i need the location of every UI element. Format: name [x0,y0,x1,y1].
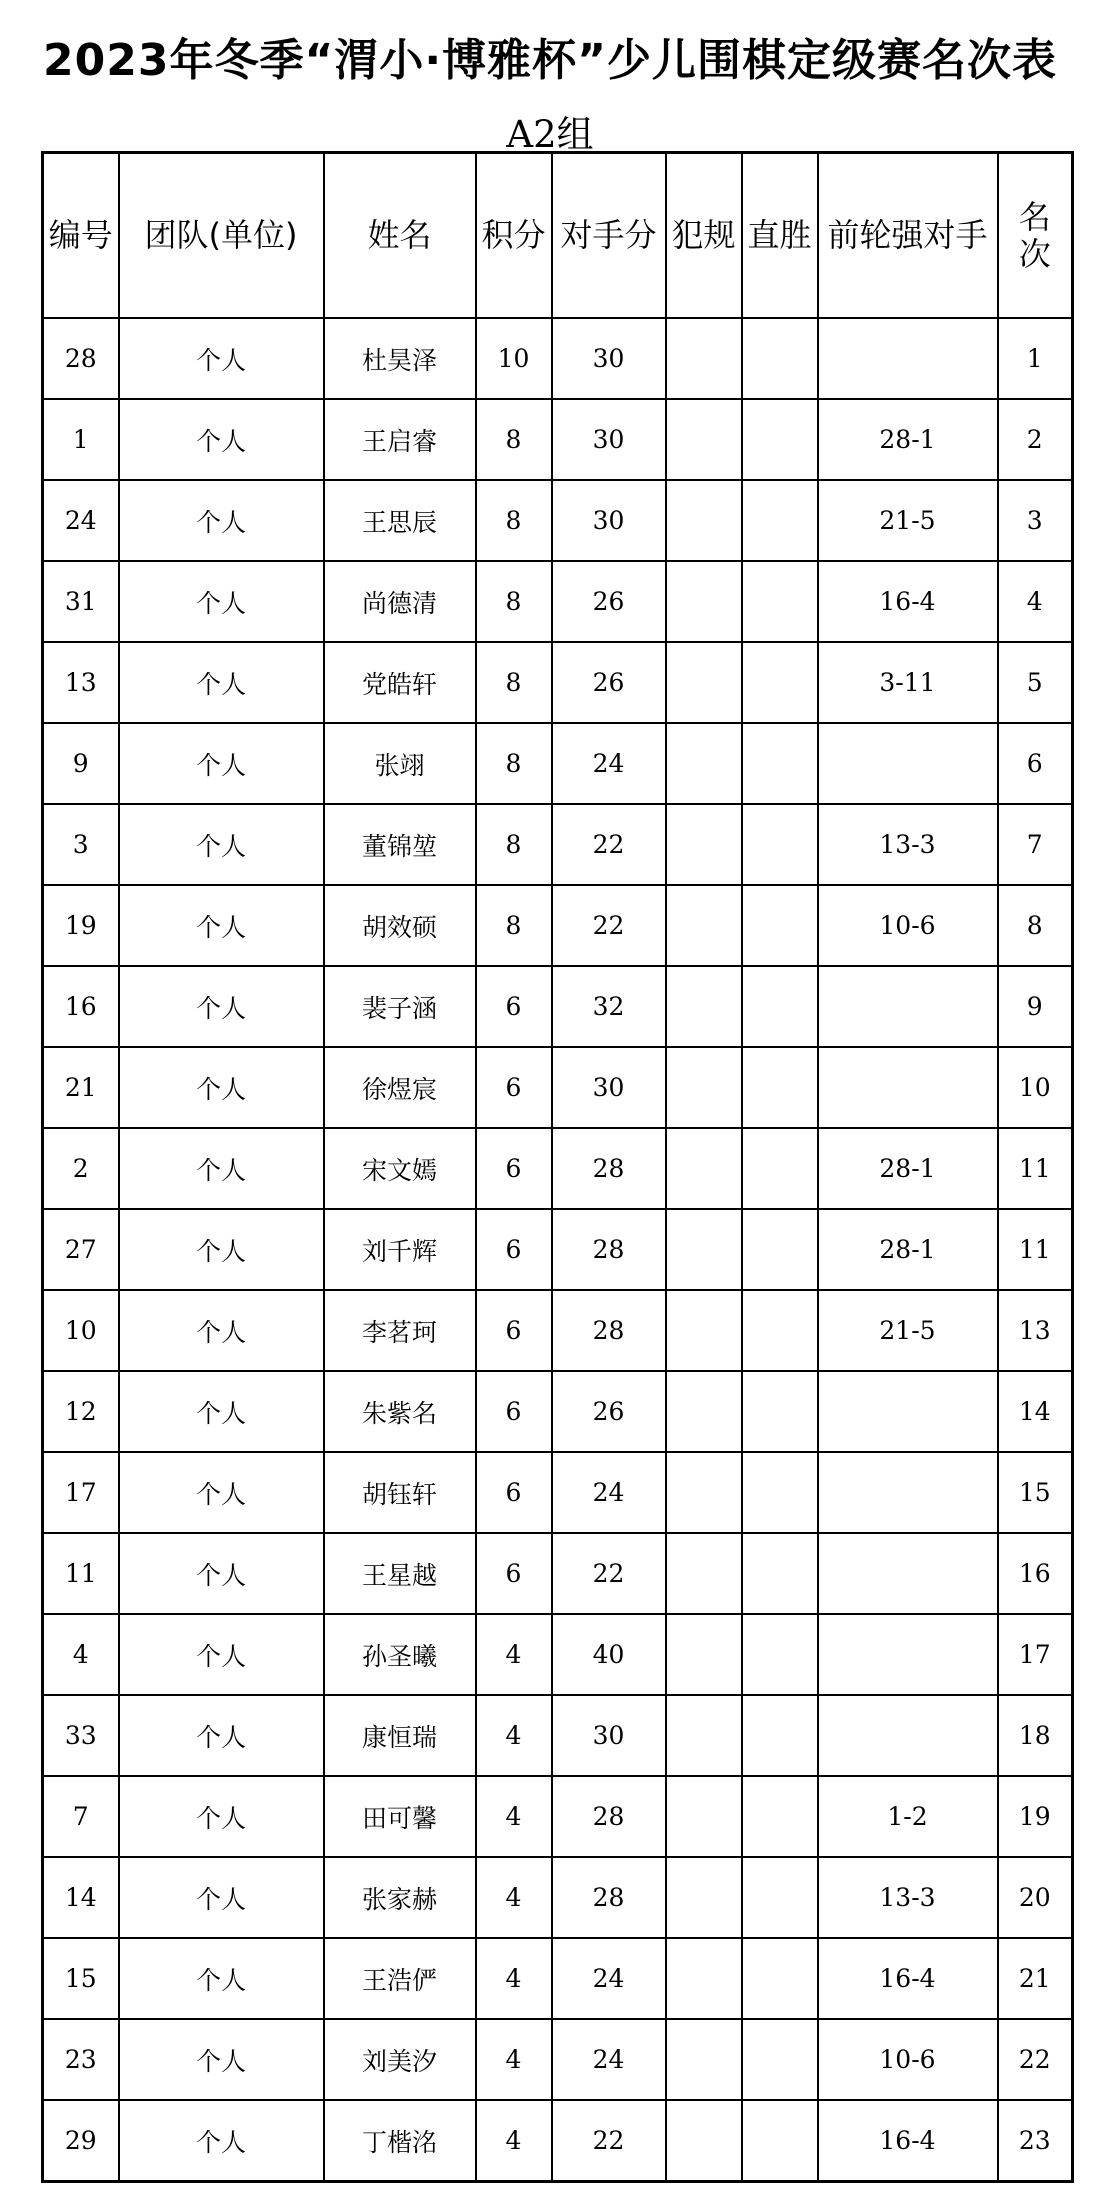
cell-name: 田可馨 [324,1776,476,1857]
cell-id: 10 [43,1290,119,1371]
cell-id: 11 [43,1533,119,1614]
cell-id: 19 [43,885,119,966]
cell-direct-win [742,1371,818,1452]
cell-rank: 11 [998,1128,1073,1209]
cell-rank: 21 [998,1938,1073,2019]
header-opponent-score: 对手分 [552,153,666,319]
cell-name: 董锦堃 [324,804,476,885]
cell-direct-win [742,1047,818,1128]
cell-id: 21 [43,1047,119,1128]
table-row [43,2019,1073,2100]
cell-opponent-score: 30 [552,399,666,480]
cell-id: 14 [43,1857,119,1938]
cell-team: 个人 [119,2100,324,2182]
cell-id: 3 [43,804,119,885]
cell-prev-strong-opponent: 21-5 [818,480,998,561]
table-row [43,642,1073,723]
cell-name: 徐煜宸 [324,1047,476,1128]
cell-prev-strong-opponent: 16-4 [818,561,998,642]
cell-rank: 9 [998,966,1073,1047]
cell-name: 胡效硕 [324,885,476,966]
cell-direct-win [742,480,818,561]
cell-team: 个人 [119,2019,324,2100]
cell-prev-strong-opponent [818,1614,998,1695]
table-row [43,1695,1073,1776]
cell-prev-strong-opponent: 13-3 [818,1857,998,1938]
cell-foul [666,1290,742,1371]
cell-team: 个人 [119,1452,324,1533]
cell-opponent-score: 26 [552,1371,666,1452]
cell-rank: 15 [998,1452,1073,1533]
cell-opponent-score: 30 [552,480,666,561]
cell-prev-strong-opponent: 1-2 [818,1776,998,1857]
cell-rank: 22 [998,2019,1073,2100]
cell-name: 朱紫名 [324,1371,476,1452]
cell-prev-strong-opponent: 10-6 [818,2019,998,2100]
cell-direct-win [742,1290,818,1371]
cell-team: 个人 [119,723,324,804]
cell-team: 个人 [119,966,324,1047]
cell-direct-win [742,885,818,966]
page-title: 2023年冬季“渭小·博雅杯”少儿围棋定级赛名次表 [42,35,1057,86]
cell-opponent-score: 28 [552,1209,666,1290]
cell-opponent-score: 22 [552,1533,666,1614]
cell-points: 4 [476,1857,552,1938]
table-row [43,1938,1073,2019]
cell-points: 4 [476,1776,552,1857]
cell-id: 7 [43,1776,119,1857]
cell-prev-strong-opponent [818,1695,998,1776]
table-row [43,804,1073,885]
cell-direct-win [742,1857,818,1938]
table-row [43,1857,1073,1938]
cell-prev-strong-opponent [818,966,998,1047]
cell-team: 个人 [119,1533,324,1614]
cell-prev-strong-opponent: 28-1 [818,399,998,480]
cell-prev-strong-opponent: 13-3 [818,804,998,885]
cell-points: 6 [476,1533,552,1614]
cell-rank: 5 [998,642,1073,723]
cell-foul [666,1938,742,2019]
cell-id: 31 [43,561,119,642]
table-row [43,885,1073,966]
cell-direct-win [742,1533,818,1614]
table-row [43,2100,1073,2182]
cell-points: 6 [476,1209,552,1290]
table-row [43,1209,1073,1290]
header-team: 团队(单位) [119,153,324,319]
cell-name: 李茗珂 [324,1290,476,1371]
cell-foul [666,885,742,966]
cell-rank: 4 [998,561,1073,642]
cell-id: 17 [43,1452,119,1533]
table-row [43,1776,1073,1857]
cell-rank: 17 [998,1614,1073,1695]
cell-team: 个人 [119,1371,324,1452]
cell-points: 6 [476,1452,552,1533]
cell-id: 33 [43,1695,119,1776]
cell-team: 个人 [119,399,324,480]
header-direct-win: 直胜 [742,153,818,319]
cell-foul [666,2019,742,2100]
cell-points: 8 [476,399,552,480]
cell-team: 个人 [119,1938,324,2019]
cell-team: 个人 [119,1128,324,1209]
cell-name: 王启睿 [324,399,476,480]
table-row [43,1452,1073,1533]
header-prev-strong-opponent: 前轮强对手 [818,153,998,319]
cell-name: 刘美汐 [324,2019,476,2100]
cell-team: 个人 [119,1776,324,1857]
cell-rank: 23 [998,2100,1073,2182]
cell-prev-strong-opponent: 16-4 [818,1938,998,2019]
cell-opponent-score: 24 [552,723,666,804]
group-label: A2组 [506,113,594,156]
cell-rank: 6 [998,723,1073,804]
cell-id: 24 [43,480,119,561]
cell-direct-win [742,1938,818,2019]
cell-team: 个人 [119,1209,324,1290]
cell-direct-win [742,966,818,1047]
cell-prev-strong-opponent [818,1452,998,1533]
cell-direct-win [742,318,818,399]
header-rank [998,153,1073,319]
cell-foul [666,1128,742,1209]
cell-id: 4 [43,1614,119,1695]
cell-foul [666,723,742,804]
cell-name: 孙圣曦 [324,1614,476,1695]
cell-rank: 8 [998,885,1073,966]
cell-prev-strong-opponent: 10-6 [818,885,998,966]
cell-name: 党皓轩 [324,642,476,723]
cell-name: 康恒瑞 [324,1695,476,1776]
cell-prev-strong-opponent [818,1047,998,1128]
cell-direct-win [742,1209,818,1290]
cell-team: 个人 [119,1857,324,1938]
cell-id: 2 [43,1128,119,1209]
cell-id: 9 [43,723,119,804]
cell-foul [666,2100,742,2182]
cell-points: 4 [476,2100,552,2182]
ranking-table [41,151,1074,2183]
cell-id: 13 [43,642,119,723]
cell-name: 胡钰轩 [324,1452,476,1533]
cell-points: 6 [476,966,552,1047]
cell-id: 16 [43,966,119,1047]
cell-prev-strong-opponent: 3-11 [818,642,998,723]
cell-rank: 11 [998,1209,1073,1290]
cell-prev-strong-opponent [818,723,998,804]
cell-points: 4 [476,1614,552,1695]
cell-rank: 14 [998,1371,1073,1452]
cell-rank: 7 [998,804,1073,885]
cell-prev-strong-opponent: 16-4 [818,2100,998,2182]
cell-opponent-score: 30 [552,318,666,399]
cell-points: 6 [476,1371,552,1452]
cell-direct-win [742,1128,818,1209]
cell-direct-win [742,723,818,804]
cell-name: 王思辰 [324,480,476,561]
cell-foul [666,318,742,399]
cell-opponent-score: 26 [552,642,666,723]
cell-opponent-score: 26 [552,561,666,642]
cell-points: 6 [476,1128,552,1209]
cell-team: 个人 [119,804,324,885]
cell-rank: 20 [998,1857,1073,1938]
cell-rank: 1 [998,318,1073,399]
cell-foul [666,1533,742,1614]
cell-name: 宋文嫣 [324,1128,476,1209]
cell-foul [666,399,742,480]
cell-points: 8 [476,885,552,966]
cell-points: 8 [476,804,552,885]
cell-foul [666,1209,742,1290]
cell-foul [666,1452,742,1533]
cell-opponent-score: 24 [552,1938,666,2019]
header-rank-bottom: 次 [1018,234,1051,273]
cell-name: 杜昊泽 [324,318,476,399]
cell-team: 个人 [119,480,324,561]
header-id: 编号 [43,153,119,319]
cell-rank: 13 [998,1290,1073,1371]
cell-foul [666,642,742,723]
cell-team: 个人 [119,1614,324,1695]
cell-direct-win [742,642,818,723]
cell-points: 8 [476,480,552,561]
header-name: 姓名 [324,153,476,319]
cell-name: 丁楷洺 [324,2100,476,2182]
cell-prev-strong-opponent [818,318,998,399]
cell-foul [666,1857,742,1938]
cell-rank: 16 [998,1533,1073,1614]
cell-team: 个人 [119,885,324,966]
cell-id: 28 [43,318,119,399]
cell-team: 个人 [119,1695,324,1776]
cell-direct-win [742,1614,818,1695]
cell-opponent-score: 22 [552,2100,666,2182]
cell-points: 8 [476,723,552,804]
cell-points: 4 [476,1695,552,1776]
cell-id: 15 [43,1938,119,2019]
table-row [43,966,1073,1047]
table-row [43,1047,1073,1128]
cell-foul [666,1776,742,1857]
cell-points: 10 [476,318,552,399]
cell-opponent-score: 30 [552,1695,666,1776]
cell-team: 个人 [119,561,324,642]
cell-prev-strong-opponent [818,1371,998,1452]
cell-opponent-score: 22 [552,804,666,885]
cell-foul [666,1614,742,1695]
header-points: 积分 [476,153,552,319]
table-row [43,318,1073,399]
table-row [43,723,1073,804]
cell-team: 个人 [119,1290,324,1371]
table-row [43,480,1073,561]
cell-direct-win [742,2019,818,2100]
cell-direct-win [742,399,818,480]
cell-points: 4 [476,1938,552,2019]
cell-prev-strong-opponent: 28-1 [818,1128,998,1209]
cell-opponent-score: 24 [552,1452,666,1533]
cell-rank: 2 [998,399,1073,480]
table-row [43,1533,1073,1614]
cell-team: 个人 [119,318,324,399]
cell-prev-strong-opponent: 21-5 [818,1290,998,1371]
cell-foul [666,1371,742,1452]
cell-points: 6 [476,1047,552,1128]
table-row [43,399,1073,480]
table-row [43,1371,1073,1452]
cell-foul [666,480,742,561]
cell-points: 4 [476,2019,552,2100]
cell-opponent-score: 24 [552,2019,666,2100]
cell-id: 1 [43,399,119,480]
cell-foul [666,561,742,642]
cell-name: 尚德清 [324,561,476,642]
cell-name: 刘千辉 [324,1209,476,1290]
cell-direct-win [742,1776,818,1857]
cell-direct-win [742,561,818,642]
table-row [43,1128,1073,1209]
cell-name: 张家赫 [324,1857,476,1938]
cell-team: 个人 [119,1047,324,1128]
cell-points: 8 [476,561,552,642]
cell-name: 张翊 [324,723,476,804]
header-rank-top: 名 [1018,197,1051,236]
cell-opponent-score: 32 [552,966,666,1047]
header-foul: 犯规 [666,153,742,319]
cell-prev-strong-opponent: 28-1 [818,1209,998,1290]
cell-direct-win [742,804,818,885]
cell-opponent-score: 28 [552,1290,666,1371]
cell-team: 个人 [119,642,324,723]
cell-opponent-score: 30 [552,1047,666,1128]
cell-foul [666,1047,742,1128]
cell-rank: 3 [998,480,1073,561]
cell-rank: 18 [998,1695,1073,1776]
cell-name: 王浩俨 [324,1938,476,2019]
cell-id: 27 [43,1209,119,1290]
cell-opponent-score: 28 [552,1128,666,1209]
header-row [43,153,1073,319]
cell-name: 裴子涵 [324,966,476,1047]
cell-prev-strong-opponent [818,1533,998,1614]
cell-id: 23 [43,2019,119,2100]
cell-direct-win [742,1452,818,1533]
cell-direct-win [742,1695,818,1776]
cell-name: 王星越 [324,1533,476,1614]
cell-foul [666,1695,742,1776]
cell-opponent-score: 28 [552,1776,666,1857]
cell-id: 29 [43,2100,119,2182]
cell-opponent-score: 28 [552,1857,666,1938]
cell-opponent-score: 40 [552,1614,666,1695]
cell-direct-win [742,2100,818,2182]
cell-opponent-score: 22 [552,885,666,966]
cell-foul [666,804,742,885]
cell-rank: 19 [998,1776,1073,1857]
cell-points: 6 [476,1290,552,1371]
cell-rank: 10 [998,1047,1073,1128]
cell-foul [666,966,742,1047]
table-row [43,561,1073,642]
cell-id: 12 [43,1371,119,1452]
table-row [43,1290,1073,1371]
cell-points: 8 [476,642,552,723]
table-row [43,1614,1073,1695]
